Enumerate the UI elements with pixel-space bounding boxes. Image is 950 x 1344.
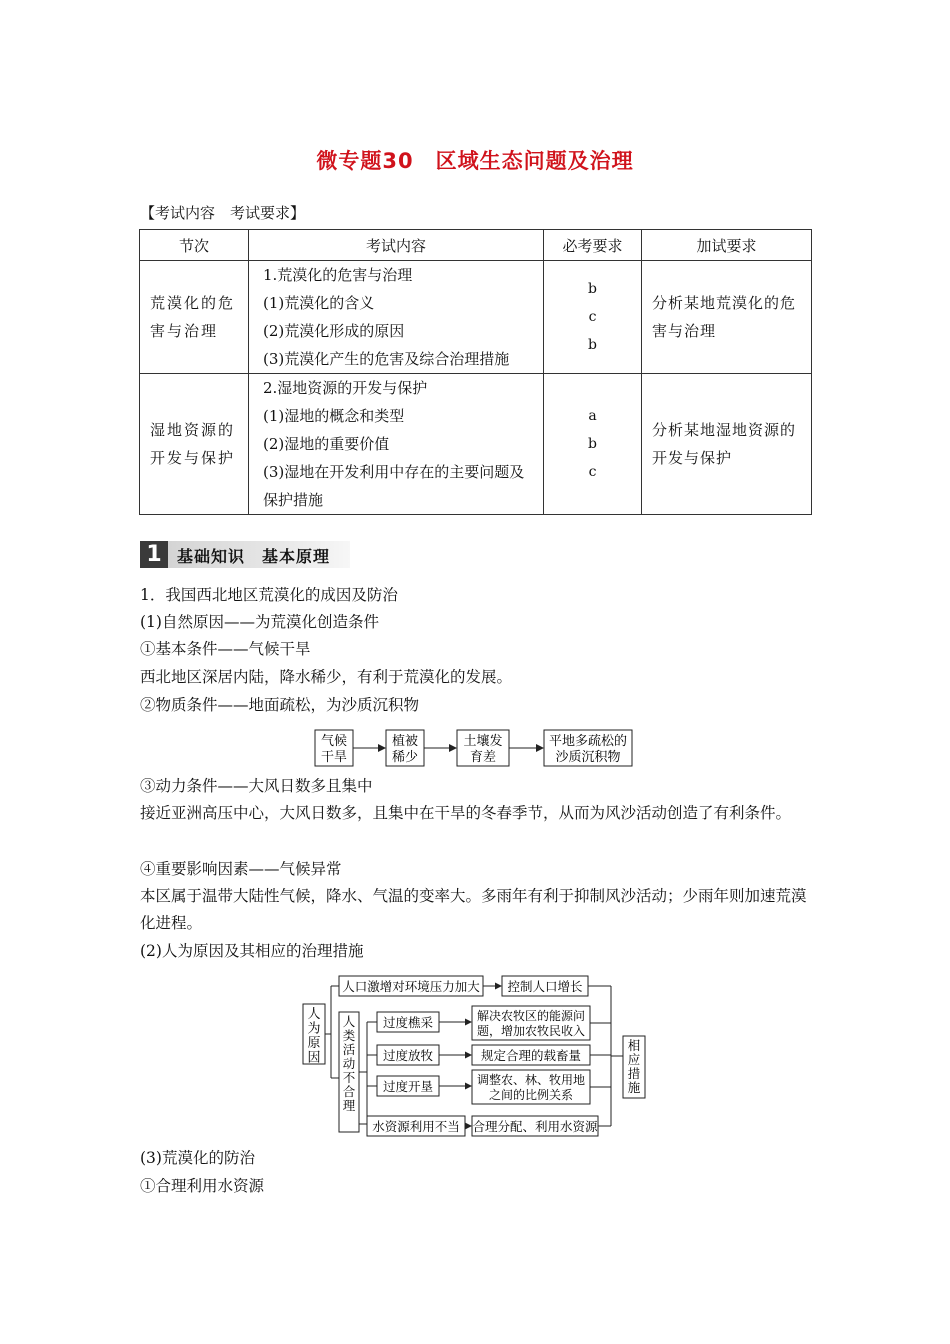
text-line: ①合理利用水资源 — [140, 1177, 265, 1195]
vertical-text: 人为原因 — [307, 1007, 321, 1066]
section-cell: 湿地资源的开发与保护 — [140, 374, 249, 515]
natural-flow-diagram — [310, 726, 640, 770]
header-section: 节次 — [140, 230, 249, 261]
text-line: ①基本条件——气候干旱 — [140, 640, 311, 658]
flow-box — [386, 730, 424, 766]
table-header-row — [140, 230, 812, 261]
flow-box — [457, 730, 509, 766]
paragraph: 本区属于温带大陆性气候，降水、气温的变率大。多雨年有利于抑制风沙活动；少雨年则加速荒漠化进程。 — [140, 887, 807, 932]
text-line: ④重要影响因素——气候异常 — [140, 860, 342, 878]
flow-text: 过度开垦 — [382, 1079, 434, 1094]
text-line: 1．我国西北地区荒漠化的成因及防治 — [140, 586, 398, 604]
vertical-text: 相应措施 — [627, 1038, 641, 1095]
flow-text: 稀少 — [391, 750, 419, 765]
section-label: 基础知识 基本原理 — [177, 547, 331, 566]
flow-text: 过度放牧 — [382, 1048, 434, 1063]
flow-text: 平地多疏松的 — [548, 734, 628, 749]
flow-text: 育差 — [469, 750, 497, 765]
level-value: b — [588, 436, 597, 452]
flow-text: 土壤发 — [463, 734, 503, 749]
text-line: (3)荒漠化的防治 — [140, 1149, 255, 1167]
header-extra: 加试要求 — [642, 230, 812, 261]
requirements-heading: 【考试内容 考试要求】 — [140, 204, 306, 222]
vertical-text: 人类活动不合理 — [342, 1014, 356, 1113]
flow-text: 沙质沉积物 — [555, 750, 621, 765]
flow-box — [315, 730, 353, 766]
content-line: 1.荒漠化的危害与治理 — [263, 266, 413, 284]
text-line: 西北地区深居内陆，降水稀少，有利于荒漠化的发展。 — [140, 668, 513, 686]
flow-text: 控制人口增长 — [507, 979, 583, 994]
text-line: ②物质条件——地面疏松，为沙质沉积物 — [140, 696, 420, 714]
requirements-table — [139, 229, 812, 515]
section-number: 1 — [140, 541, 168, 568]
text-line: ③动力条件——大风日数多且集中 — [140, 777, 373, 795]
table-row — [140, 374, 812, 515]
content-cell — [249, 374, 544, 515]
content-line: 2.湿地资源的开发与保护 — [263, 379, 428, 397]
flow-text: 调整农、林、牧用地 — [476, 1073, 586, 1087]
level-value: b — [588, 337, 597, 353]
section-cell: 荒漠化的危害与治理 — [140, 261, 249, 374]
flow-text: 题，增加农牧民收入 — [476, 1024, 586, 1038]
flow-text: 解决农牧区的能源问 — [476, 1009, 586, 1023]
flow-text: 规定合理的载畜量 — [480, 1048, 582, 1063]
flow-text: 之间的比例关系 — [488, 1088, 574, 1102]
extra-cell: 分析某地荒漠化的危害与治理 — [642, 261, 812, 374]
flow-text: 干旱 — [320, 750, 348, 765]
content-line: (3)湿地在开发利用中存在的主要问题及保护措施 — [263, 463, 525, 509]
page-title: 微专题30 区域生态问题及治理 — [316, 149, 634, 173]
paragraph: 接近亚洲高压中心，大风日数多，且集中在干旱的冬春季节，从而为风沙活动创造了有利条件。 — [140, 804, 792, 822]
level-value: a — [588, 408, 597, 424]
table-row — [140, 261, 812, 374]
content-line: (3)荒漠化产生的危害及综合治理措施 — [263, 350, 510, 368]
human-causes-diagram — [295, 970, 655, 1140]
levels-cell — [544, 261, 642, 374]
level-value: b — [588, 281, 597, 297]
text-line: (2)人为原因及其相应的治理措施 — [140, 942, 364, 960]
human-cause-label — [307, 1007, 320, 1066]
flow-text: 气候 — [320, 734, 348, 749]
content-line: (1)湿地的概念和类型 — [263, 407, 405, 425]
level-value: c — [588, 309, 597, 325]
levels-cell — [544, 374, 642, 515]
text-line: (1)自然原因——为荒漠化创造条件 — [140, 613, 379, 631]
extra-cell: 分析某地湿地资源的开发与保护 — [642, 374, 812, 515]
content-cell — [249, 261, 544, 374]
header-content: 考试内容 — [249, 230, 544, 261]
flow-text: 水资源利用不当 — [372, 1119, 460, 1134]
header-required: 必考要求 — [544, 230, 642, 261]
content-line: (1)荒漠化的含义 — [263, 294, 375, 312]
flow-box — [544, 730, 632, 766]
flow-text: 合理分配、利用水资源 — [472, 1119, 598, 1134]
flow-text: 过度樵采 — [382, 1015, 434, 1030]
content-line: (2)荒漠化形成的原因 — [263, 322, 405, 340]
content-line: (2)湿地的重要价值 — [263, 435, 390, 453]
flow-text: 人口激增对环境压力加大 — [342, 979, 480, 994]
level-value: c — [588, 464, 597, 480]
flow-text: 植被 — [391, 734, 419, 749]
